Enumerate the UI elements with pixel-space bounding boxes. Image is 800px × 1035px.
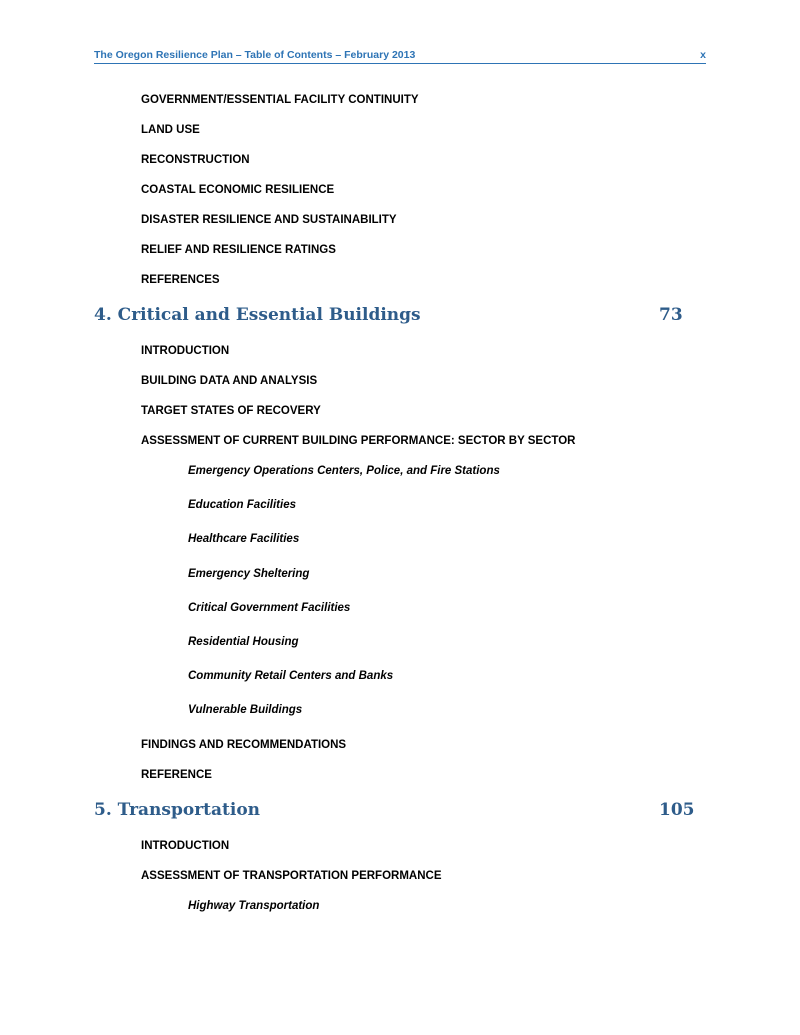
toc-entry-land-use[interactable]: LAND USE bbox=[141, 124, 200, 136]
chapter-5-page: 105 bbox=[659, 800, 695, 820]
toc-entry-building-data[interactable]: BUILDING DATA AND ANALYSIS bbox=[141, 375, 318, 387]
toc-entry-target-states[interactable]: TARGET STATES OF RECOVERY bbox=[141, 405, 321, 417]
header-title: The Oregon Resilience Plan – Table of Contents – February 2013 bbox=[94, 49, 416, 61]
toc-subentry-emergency-operations[interactable]: Emergency Operations Centers, Police, and Fire Stations bbox=[188, 465, 500, 477]
toc-entry-reconstruction[interactable]: RECONSTRUCTION bbox=[141, 154, 250, 166]
toc-subentry-highway[interactable]: Highway Transportation bbox=[188, 900, 320, 912]
running-header bbox=[94, 49, 706, 64]
toc-subentry-residential-housing[interactable]: Residential Housing bbox=[188, 636, 299, 648]
toc-subentry-education[interactable]: Education Facilities bbox=[188, 499, 296, 511]
toc-entry-findings[interactable]: FINDINGS AND RECOMMENDATIONS bbox=[141, 739, 347, 751]
toc-entry-reference[interactable]: REFERENCE bbox=[141, 769, 212, 781]
chapter-4-title[interactable]: 4. Critical and Essential Buildings bbox=[94, 305, 421, 325]
toc-entry-assessment-buildings[interactable]: ASSESSMENT OF CURRENT BUILDING PERFORMANCE: SECTOR BY SECTOR bbox=[141, 435, 576, 447]
chapter-4-page: 73 bbox=[659, 305, 683, 325]
toc-entry-coastal-economic[interactable]: COASTAL ECONOMIC RESILIENCE bbox=[141, 184, 335, 196]
toc-subentry-retail-banks[interactable]: Community Retail Centers and Banks bbox=[188, 670, 394, 682]
toc-subentry-sheltering[interactable]: Emergency Sheltering bbox=[188, 568, 310, 580]
toc-entry-relief-ratings[interactable]: RELIEF AND RESILIENCE RATINGS bbox=[141, 244, 336, 256]
toc-entry-government-continuity[interactable]: GOVERNMENT/ESSENTIAL FACILITY CONTINUITY bbox=[141, 94, 419, 106]
chapter-5-title[interactable]: 5. Transportation bbox=[94, 800, 261, 820]
toc-entry-disaster-resilience[interactable]: DISASTER RESILIENCE AND SUSTAINABILITY bbox=[141, 214, 397, 226]
toc-subentry-government-facilities[interactable]: Critical Government Facilities bbox=[188, 602, 351, 614]
toc-entry-transport-introduction[interactable]: INTRODUCTION bbox=[141, 840, 230, 852]
toc-entry-references[interactable]: REFERENCES bbox=[141, 274, 220, 286]
toc-entry-introduction[interactable]: INTRODUCTION bbox=[141, 345, 230, 357]
header-page-number: x bbox=[700, 49, 706, 61]
toc-entry-transport-assessment[interactable]: ASSESSMENT OF TRANSPORTATION PERFORMANCE bbox=[141, 870, 442, 882]
toc-subentry-vulnerable-buildings[interactable]: Vulnerable Buildings bbox=[188, 704, 303, 716]
toc-subentry-healthcare[interactable]: Healthcare Facilities bbox=[188, 533, 300, 545]
